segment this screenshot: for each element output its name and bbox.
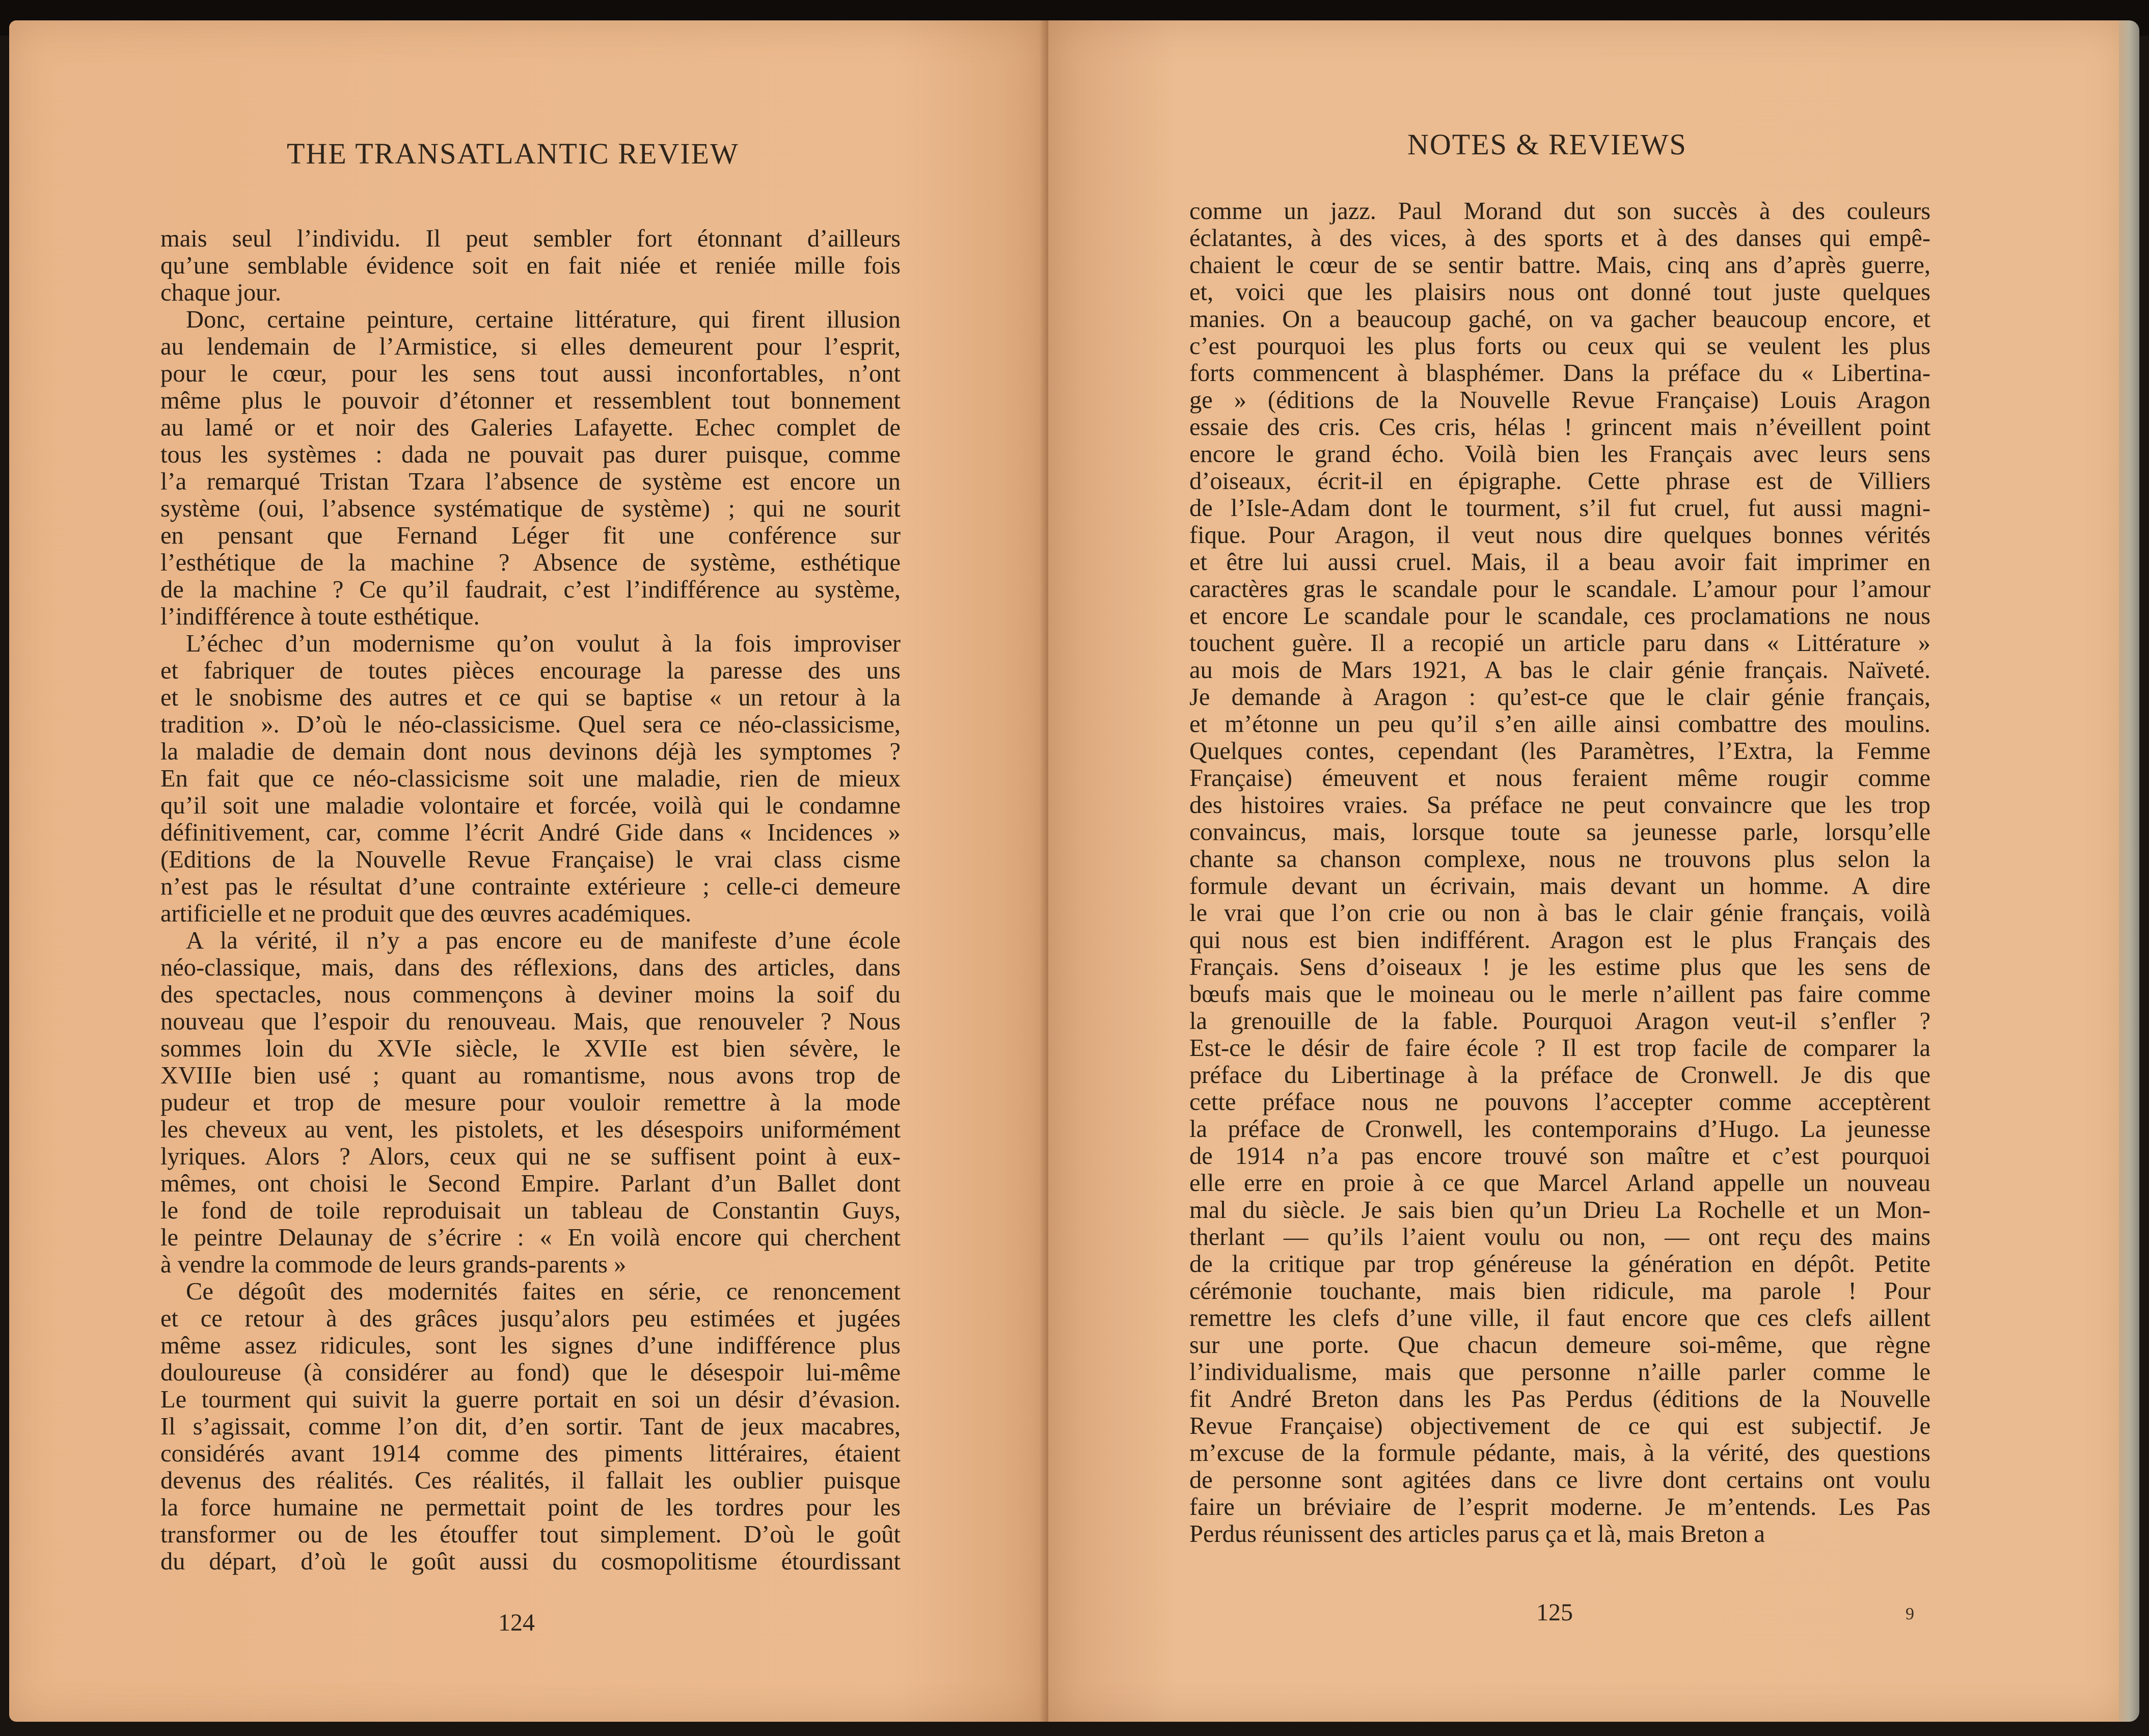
text-line: des spectacles, nous commençons à deviner moins la soif du xyxy=(160,981,901,1008)
text-line: forts commencent à blasphémer. Dans la préface du « Libertina- xyxy=(1189,360,1930,387)
text-line: bœufs mais que le moineau ou le merle n’aillent pas faire comme xyxy=(1189,981,1930,1008)
text-line: l’individualisme, mais que personne n’aille parler comme le xyxy=(1189,1359,1930,1386)
text-line: cette préface nous ne pouvons l’accepter comme acceptèrent xyxy=(1189,1089,1930,1116)
text-line: qu’une semblable évidence soit en fait niée et reniée mille fois xyxy=(160,252,901,279)
body-text xyxy=(1189,198,1930,1548)
text-line: définitivement, car, comme l’écrit André Gide dans « Incidences » xyxy=(160,819,901,846)
text-line: faire un bréviaire de l’esprit moderne. Je m’entends. Les Pas xyxy=(1189,1494,1930,1521)
text-line: artificielle et ne produit que des œuvres académiques. xyxy=(160,900,692,927)
text-line: pour le cœur, pour les sens tout aussi inconfortables, n’ont xyxy=(160,360,901,387)
text-line: même plus le pouvoir d’étonner et ressemblent tout bonnement xyxy=(160,387,901,414)
text-line: chaient le cœur de se sentir battre. Mais, cinq ans d’après guerre, xyxy=(1189,252,1930,279)
text-line: comme un jazz. Paul Morand dut son succès à des couleurs xyxy=(1189,198,1930,225)
text-line: et le snobisme des autres et ce qui se baptise « un retour à la xyxy=(160,684,901,711)
text-line: le vrai que l’on crie ou non à bas le clair génie français, voilà xyxy=(1189,900,1930,927)
text-line: L’échec d’un modernisme qu’on voulut à la fois improviser xyxy=(186,630,901,657)
text-line: manies. On a beaucoup gaché, on va gacher beaucoup encore, et xyxy=(1189,306,1930,333)
text-line: douloureuse (à considérer au fond) que le désespoir lui-même xyxy=(160,1359,901,1386)
running-header: NOTES & REVIEWS xyxy=(1407,128,1687,161)
text-line: En fait que ce néo-classicisme soit une maladie, rien de mieux xyxy=(160,765,901,792)
text-line: fit André Breton dans les Pas Perdus (éditions de la Nouvelle xyxy=(1189,1386,1930,1413)
text-line: au lamé or et noir des Galeries Lafayette. Echec complet de xyxy=(160,414,901,441)
text-line: encore le grand écho. Voilà bien les Français avec leurs sens xyxy=(1189,441,1930,468)
text-line: caractères gras le scandale pour le scandale. L’amour pour l’amour xyxy=(1189,576,1930,603)
text-line: et m’étonne un peu qu’il s’en aille ainsi combattre des moulins. xyxy=(1189,711,1930,738)
body-text xyxy=(160,225,901,1575)
text-line: considérés avant 1914 comme des piments littéraires, étaient xyxy=(160,1440,901,1467)
text-line: et ce retour à des grâces jusqu’alors peu estimées et jugées xyxy=(160,1305,901,1332)
text-line: therlant — qu’ils l’aient voulu ou non, — ont reçu des mains xyxy=(1189,1224,1930,1251)
text-line: la préface de Cronwell, les contemporains d’Hugo. La jeunesse xyxy=(1189,1116,1930,1143)
text-line: touchent guère. Il a recopié un article paru dans « Littérature » xyxy=(1189,630,1930,657)
text-line: de personne sont agitées dans ce livre dont certains ont voulu xyxy=(1189,1467,1930,1494)
text-line: A la vérité, il n’y a pas encore eu de manifeste d’une école xyxy=(186,927,901,954)
text-line: tradition ». D’où le néo-classicisme. Quel sera ce néo-classicisme, xyxy=(160,711,901,738)
text-line: système (oui, l’absence systématique de système) ; qui ne sourit xyxy=(160,495,901,522)
text-line: mal du siècle. Je sais bien qu’un Drieu La Rochelle et un Mon- xyxy=(1189,1197,1930,1224)
text-line: chaque jour. xyxy=(160,279,282,306)
text-line: Ce dégoût des modernités faites en série, ce renoncement xyxy=(186,1278,901,1305)
text-line: formule devant un écrivain, mais devant un homme. A dire xyxy=(1189,873,1930,900)
text-line: éclatantes, à des vices, à des sports et à des danses qui empê- xyxy=(1189,225,1930,252)
text-line: des histoires vraies. Sa préface ne peut convaincre que les trop xyxy=(1189,792,1930,819)
text-line: le peintre Delaunay de s’écrire : « En voilà encore qui cherchent xyxy=(160,1224,901,1251)
text-line: d’oiseaux, écrit-il en épigraphe. Cette phrase est de Villiers xyxy=(1189,468,1930,495)
text-line: Perdus réunissent des articles parus ça et là, mais Breton a xyxy=(1189,1521,1765,1548)
text-line: chante sa chanson complexe, nous ne trouvons plus selon la xyxy=(1189,846,1930,873)
text-line: Revue Française) objectivement de ce qui est subjectif. Je xyxy=(1189,1413,1930,1440)
text-line: XVIIIe bien usé ; quant au romantisme, nous avons trop de xyxy=(160,1062,901,1089)
text-line: transformer ou de les étouffer tout simplement. D’où le goût xyxy=(160,1521,901,1548)
text-line: Est-ce le désir de faire école ? Il est trop facile de comparer la xyxy=(1189,1035,1930,1062)
text-line: la force humaine ne permettait point de les tordres pour les xyxy=(160,1494,901,1521)
text-line: néo-classique, mais, dans des réflexions, dans des articles, dans xyxy=(160,954,901,981)
text-line: au lendemain de l’Armistice, si elles demeurent pour l’esprit, xyxy=(160,333,901,360)
text-line: essaie des cris. Ces cris, hélas ! grincent mais n’éveillent point xyxy=(1189,414,1930,441)
text-line: l’esthétique de la machine ? Absence de système, esthétique xyxy=(160,549,901,576)
text-line: convaincus, mais, lorsque toute sa jeunesse parle, lorsqu’elle xyxy=(1189,819,1930,846)
page-number: 125 xyxy=(1536,1599,1573,1626)
page-edge xyxy=(2119,20,2139,1722)
page-number: 124 xyxy=(498,1609,535,1636)
text-line: mêmes, ont choisi le Second Empire. Parlant d’un Ballet dont xyxy=(160,1170,901,1197)
text-line: elle erre en proie à ce que Marcel Arland appelle un nouveau xyxy=(1189,1170,1930,1197)
text-line: m’excuse de la formule pédante, mais, à la vérité, des questions xyxy=(1189,1440,1930,1467)
text-line: au mois de Mars 1921, A bas le clair génie français. Naïveté. xyxy=(1189,657,1930,684)
signature-mark: 9 xyxy=(1906,1605,1914,1623)
text-line: Le tourment qui suivit la guerre portait en soi un désir d’évasion. xyxy=(160,1386,901,1413)
left-page xyxy=(9,20,1048,1722)
text-line: n’est pas le résultat d’une contrainte extérieure ; celle-ci demeure xyxy=(160,873,901,900)
text-line: Il s’agissait, comme l’on dit, d’en sortir. Tant de jeux macabres, xyxy=(160,1413,901,1440)
text-line: de la critique par trop généreuse la génération en dépôt. Petite xyxy=(1189,1251,1930,1278)
text-line: la grenouille de la fable. Pourquoi Aragon veut-il s’enfler ? xyxy=(1189,1008,1930,1035)
text-line: Je demande à Aragon : qu’est-ce que le clair génie français, xyxy=(1189,684,1930,711)
text-line: fique. Pour Aragon, il veut nous dire quelques bonnes vérités xyxy=(1189,522,1930,549)
text-line: à vendre la commode de leurs grands-parents » xyxy=(160,1251,627,1278)
text-line: c’est pourquoi les plus forts ou ceux qui se veulent les plus xyxy=(1189,333,1930,360)
text-line: sur une porte. Que chacun demeure soi-même, que règne xyxy=(1189,1332,1930,1359)
text-line: remettre les clefs d’une ville, il faut encore que ces clefs aillent xyxy=(1189,1305,1930,1332)
text-line: (Editions de la Nouvelle Revue Française) le vrai class cisme xyxy=(160,846,901,873)
text-line: et encore Le scandale pour le scandale, ces proclamations ne nous xyxy=(1189,603,1930,630)
text-line: préface du Libertinage à la préface de Cronwell. Je dis que xyxy=(1189,1062,1930,1089)
text-line: Donc, certaine peinture, certaine littérature, qui firent illusion xyxy=(186,306,901,333)
text-line: et être lui aussi cruel. Mais, il a beau avoir fait imprimer en xyxy=(1189,549,1930,576)
text-line: ge » (éditions de la Nouvelle Revue Française) Louis Aragon xyxy=(1189,387,1930,414)
text-line: et, voici que les plaisirs nous ont donné tout juste quelques xyxy=(1189,279,1930,306)
text-line: et fabriquer de toutes pièces encourage la paresse des uns xyxy=(160,657,901,684)
text-line: de l’Isle-Adam dont le tourment, s’il fut cruel, fut aussi magni- xyxy=(1189,495,1930,522)
text-line: du départ, d’où le goût aussi du cosmopolitisme étourdissant xyxy=(160,1548,901,1575)
text-line: qui nous est bien indifférent. Aragon est le plus Français des xyxy=(1189,927,1930,954)
text-line: mais seul l’individu. Il peut sembler fort étonnant d’ailleurs xyxy=(160,225,901,252)
text-line: même assez ridicules, sont les signes d’une indifférence plus xyxy=(160,1332,901,1359)
running-header: THE TRANSATLANTIC REVIEW xyxy=(287,137,739,170)
text-line: pudeur et trop de mesure pour vouloir remettre à la mode xyxy=(160,1089,901,1116)
right-page xyxy=(1048,20,2128,1722)
text-line: l’indifférence à toute esthétique. xyxy=(160,603,480,630)
text-line: de 1914 n’a pas encore trouvé son maître et c’est pourquoi xyxy=(1189,1143,1930,1170)
text-line: Français. Sens d’oiseaux ! je les estime plus que les sens de xyxy=(1189,954,1930,981)
text-line: nouveau que l’espoir du renouveau. Mais, que renouveler ? Nous xyxy=(160,1008,901,1035)
text-line: cérémonie touchante, mais bien ridicule, ma parole ! Pour xyxy=(1189,1278,1930,1305)
text-line: la maladie de demain dont nous devinons déjà les symptomes ? xyxy=(160,738,901,765)
text-line: l’a remarqué Tristan Tzara l’absence de système est encore un xyxy=(160,468,901,495)
text-line: qu’il soit une maladie volontaire et forcée, voilà qui le condamne xyxy=(160,792,901,819)
text-line: les cheveux au vent, les pistolets, et les désespoirs uniformément xyxy=(160,1116,901,1143)
text-line: en pensant que Fernand Léger fit une conférence sur xyxy=(160,522,901,549)
text-line: devenus des réalités. Ces réalités, il fallait les oublier puisque xyxy=(160,1467,901,1494)
text-line: de la machine ? Ce qu’il faudrait, c’est l’indifférence au système, xyxy=(160,576,901,603)
text-line: Française) émeuvent et nous feraient même rougir comme xyxy=(1189,765,1930,792)
text-line: lyriques. Alors ? Alors, ceux qui ne se suffisent point à eux- xyxy=(160,1143,901,1170)
text-line: le fond de toile reproduisait un tableau de Constantin Guys, xyxy=(160,1197,901,1224)
text-line: Quelques contes, cependant (les Paramètres, l’Extra, la Femme xyxy=(1189,738,1930,765)
text-line: sommes loin du XVIe siècle, le XVIIe est bien sévère, le xyxy=(160,1035,901,1062)
text-line: tous les systèmes : dada ne pouvait pas durer puisque, comme xyxy=(160,441,901,468)
